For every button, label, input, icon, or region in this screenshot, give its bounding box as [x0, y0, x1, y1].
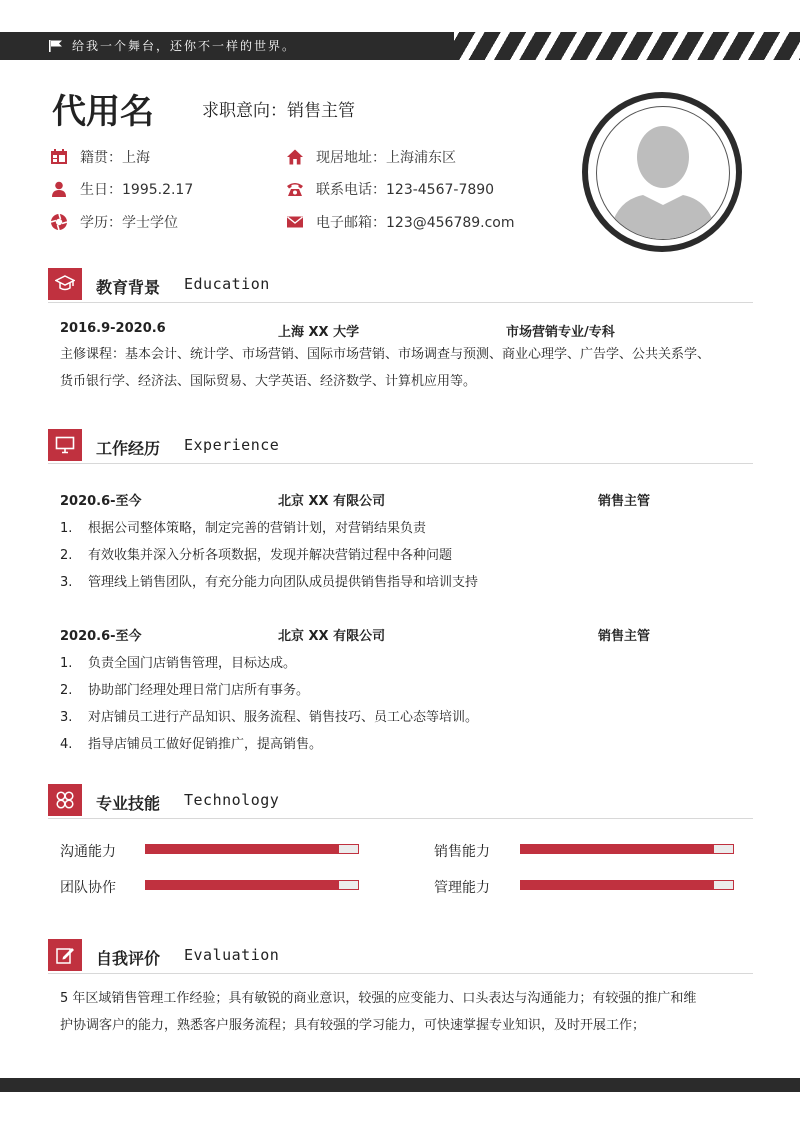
edu-period: 2016.9-2020.6	[60, 321, 166, 336]
bottom-bar	[0, 1078, 800, 1092]
mail-icon	[286, 213, 304, 231]
skill-bar	[520, 880, 734, 890]
skill-bar-fill	[521, 845, 714, 853]
skill-label: 销售能力	[434, 844, 490, 860]
section-education	[48, 268, 753, 303]
job-intent: 求职意向：销售主管	[202, 101, 355, 121]
skill-bar-fill	[146, 845, 339, 853]
skill-bar	[145, 844, 359, 854]
section-subtitle: Technology	[184, 791, 280, 809]
job2-role: 销售主管	[598, 629, 651, 644]
section-evaluation	[48, 939, 753, 974]
flag-icon	[48, 39, 64, 53]
native-text: 籍贯：上海	[80, 150, 150, 166]
skill-bar-fill	[521, 881, 714, 889]
evaluation-line2: 护协调客户的能力，熟悉客户服务流程；具有较强的学习能力，可快速掌握专业知识，及时开展工作；	[60, 1018, 646, 1033]
birth-text: 生日：1995.2.17	[80, 182, 194, 198]
info-birth	[50, 179, 193, 199]
section-experience	[48, 429, 753, 464]
list-item: 3. 对店铺员工进行产品知识、服务流程、销售技巧、员工心态等培训。	[60, 710, 479, 725]
candidate-name: 代用名	[52, 92, 154, 132]
section-subtitle: Evaluation	[184, 946, 280, 964]
email-text: 电子邮箱：123@456789.com	[316, 215, 515, 231]
list-item: 4. 指导店铺员工做好促销推广，提高销售。	[60, 737, 323, 752]
phone-icon	[286, 180, 304, 198]
section-title: 专业技能	[96, 794, 161, 813]
slogan-text: 给我一个舞台，还你不一样的世界。	[72, 39, 297, 53]
info-phone	[286, 179, 494, 199]
skill-bar-fill	[146, 881, 339, 889]
stripes-decoration	[450, 32, 800, 60]
skill-label: 沟通能力	[60, 844, 116, 860]
list-item: 1. 负责全国门店销售管理，目标达成。	[60, 656, 297, 671]
section-title: 工作经历	[96, 439, 161, 458]
job1-period: 2020.6-至今	[60, 494, 142, 509]
info-education	[50, 212, 178, 232]
job1-role: 销售主管	[598, 494, 651, 509]
education-text: 学历：学士学位	[80, 215, 178, 231]
evaluation-line1: 5 年区域销售管理工作经验；具有敏锐的商业意识，较强的应变能力、口头表达与沟通能力；有较强的推广和维	[60, 991, 697, 1006]
list-item: 2. 有效收集并深入分析各项数据，发现并解决营销过程中各种问题	[60, 548, 453, 563]
skill-bar	[145, 880, 359, 890]
top-banner	[0, 32, 800, 60]
edit-icon	[55, 945, 75, 965]
section-subtitle: Experience	[184, 436, 280, 454]
section-subtitle: Education	[184, 275, 270, 293]
aperture-icon	[50, 213, 68, 231]
list-item: 2. 协助部门经理处理日常门店所有事务。	[60, 683, 310, 698]
edu-courses-line2: 货币银行学、经济法、国际贸易、大学英语、经济数学、计算机应用等。	[60, 374, 477, 389]
monitor-icon	[55, 435, 75, 455]
avatar	[582, 92, 742, 252]
grid-icon	[55, 790, 75, 810]
skill-bar	[520, 844, 734, 854]
calendar-icon	[50, 148, 68, 166]
skill-label: 管理能力	[434, 880, 490, 896]
person-icon	[50, 180, 68, 198]
list-item: 3. 管理线上销售团队，有充分能力向团队成员提供销售指导和培训支持	[60, 575, 479, 590]
edu-courses-line1: 主修课程：基本会计、统计学、市场营销、国际市场营销、市场调查与预测、商业心理学、广告学、公共关系学、	[60, 347, 711, 362]
edu-major: 市场营销专业/专科	[506, 325, 615, 340]
info-address	[286, 147, 456, 167]
section-title: 教育背景	[96, 278, 161, 297]
section-title: 自我评价	[96, 949, 161, 968]
info-email	[286, 212, 515, 232]
address-text: 现居地址：上海浦东区	[316, 150, 456, 166]
phone-text: 联系电话：123-4567-7890	[316, 182, 495, 198]
section-skills	[48, 784, 753, 819]
job2-company: 北京 XX 有限公司	[278, 629, 386, 644]
job1-company: 北京 XX 有限公司	[278, 494, 386, 509]
skill-label: 团队协作	[60, 880, 116, 896]
edu-school: 上海 XX 大学	[278, 325, 360, 340]
list-item: 1. 根据公司整体策略，制定完善的营销计划，对营销结果负责	[60, 521, 427, 536]
avatar-silhouette-icon	[597, 107, 729, 239]
info-native	[50, 147, 150, 167]
graduation-cap-icon	[55, 274, 75, 294]
job2-period: 2020.6-至今	[60, 629, 142, 644]
avatar-photo	[596, 106, 730, 240]
home-icon	[286, 148, 304, 166]
